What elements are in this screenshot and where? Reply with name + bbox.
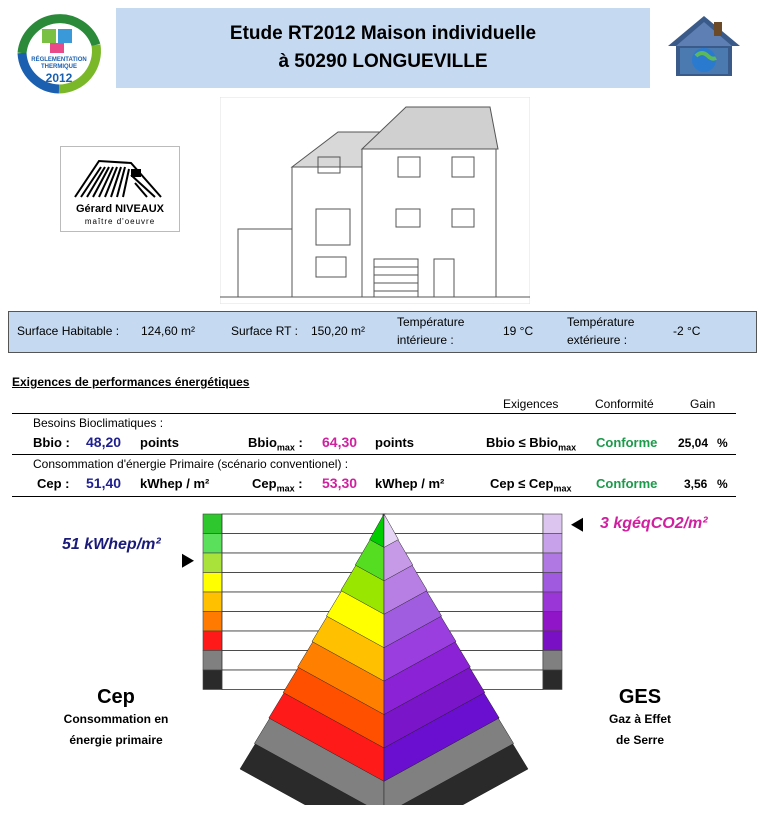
bbio-req-sub: max <box>558 442 577 453</box>
cepmax-unit: kWhep / m² <box>375 476 445 491</box>
cep-label: Cep : <box>37 476 70 491</box>
page-title-line1: Etude RT2012 Maison individuelle <box>229 23 537 44</box>
cepmax-value: 53,30 <box>322 475 358 491</box>
cep-scale-cell-1 <box>203 514 222 534</box>
cep-req-text: Cep ≤ Cep <box>490 476 554 491</box>
cep-guide-row-2 <box>222 534 386 554</box>
ges-indicator-value: 3 kgéqCO2/m² <box>600 515 708 532</box>
title-banner <box>116 8 650 88</box>
ges-scale-cell-3 <box>543 553 562 573</box>
house-elevation-drawing <box>220 97 530 304</box>
ges-scale-cell-5 <box>543 592 562 612</box>
bbio-section-label: Besoins Bioclimatiques : <box>33 416 164 430</box>
ges-scale-cell-9 <box>543 670 562 690</box>
temp-int-label-line2: intérieure : <box>397 333 454 347</box>
info-bar <box>8 311 757 353</box>
ges-legend <box>580 686 700 751</box>
ges-scale-cell-1 <box>543 514 562 534</box>
grenelle-sub2: THERMIQUE <box>41 64 77 70</box>
architect-subtitle: maître d'oeuvre <box>84 217 156 226</box>
architect-name: Gérard NIVEAUX <box>75 203 165 215</box>
cepmax-colon: : <box>294 476 303 491</box>
ges-scale-cell-4 <box>543 573 562 593</box>
bbiomax-label-text: Bbio <box>248 435 277 450</box>
grenelle-year: 2012 <box>45 71 73 85</box>
ges-scale-cell-6 <box>543 612 562 632</box>
bbio-req-text: Bbio ≤ Bbio <box>486 435 559 450</box>
architect-logo <box>60 146 180 232</box>
cep-gain-unit: % <box>717 477 728 491</box>
bbiomax-sub: max <box>276 442 295 453</box>
temp-ext-label-line1: Température <box>567 315 635 329</box>
col-conformite: Conformité <box>595 397 654 411</box>
ges-guide-row-1 <box>383 514 543 534</box>
cep-legend <box>46 686 186 751</box>
bbio-gain: 25,04 <box>678 436 709 450</box>
surface-rt-value: 150,20 m² <box>311 324 366 338</box>
bbio-label: Bbio : <box>33 435 70 450</box>
cep-scale-cell-4 <box>203 573 222 593</box>
cep-desc-line2: énergie primaire <box>69 733 163 747</box>
col-gain: Gain <box>690 397 716 411</box>
ges-title: GES <box>618 686 662 708</box>
grenelle-sub1: RÉGLEMENTATION <box>31 57 87 63</box>
cep-scale-cell-5 <box>203 592 222 612</box>
temp-ext-label-line2: extérieure : <box>567 333 628 347</box>
ges-desc-line2: de Serre <box>615 733 665 747</box>
divider <box>12 454 736 455</box>
cep-requirement <box>490 476 572 494</box>
bbiomax-value: 64,30 <box>322 434 358 450</box>
surface-hab-label: Surface Habitable : <box>17 324 120 338</box>
cep-req-sub: max <box>553 483 572 494</box>
bbio-requirement <box>486 435 576 453</box>
divider <box>12 496 736 497</box>
temp-int-value: 19 °C <box>503 324 534 338</box>
col-exigences: Exigences <box>503 397 559 411</box>
bbio-value: 48,20 <box>86 434 122 450</box>
cep-scale-cell-9 <box>203 670 222 690</box>
grenelle-logo <box>8 5 110 95</box>
ges-guide-row-2 <box>383 534 543 554</box>
cepmax-label-text: Cep <box>252 476 277 491</box>
cep-gain: 3,56 <box>684 477 708 491</box>
cep-guide-row-1 <box>222 514 386 534</box>
section-title: Exigences de performances énergétiques <box>12 375 250 389</box>
page-title-line2: à 50290 LONGUEVILLE <box>278 51 488 72</box>
bbiomax-label <box>248 435 303 453</box>
temp-int-label-line1: Température <box>397 315 465 329</box>
bbio-gain-unit: % <box>717 436 728 450</box>
bbiomax-colon: : <box>294 435 303 450</box>
ges-scale-cell-7 <box>543 631 562 651</box>
cepmax-sub: max <box>276 483 295 494</box>
bbio-conformity: Conforme <box>596 435 658 450</box>
ges-scale-cell-8 <box>543 651 562 671</box>
surface-hab-value: 124,60 m² <box>141 324 196 338</box>
cepmax-label <box>252 476 303 494</box>
bbiomax-unit: points <box>375 435 414 450</box>
temp-ext-value: -2 °C <box>673 324 701 338</box>
cep-value: 51,40 <box>86 475 122 491</box>
house-globe-icon <box>664 12 744 80</box>
ges-indicator-arrow <box>571 518 583 532</box>
ges-desc-line1: Gaz à Effet <box>608 712 671 726</box>
cep-scale-cell-8 <box>203 651 222 671</box>
cep-indicator-value: 51 kWhep/m² <box>62 536 161 553</box>
cep-scale-cell-6 <box>203 612 222 632</box>
cep-section-label: Consommation d'énergie Primaire (scénario conventionel) : <box>33 457 349 471</box>
divider <box>12 413 736 414</box>
cep-scale-cell-7 <box>203 631 222 651</box>
cep-indicator-arrow <box>182 554 194 568</box>
cep-scale-cell-3 <box>203 553 222 573</box>
cep-unit: kWhep / m² <box>140 476 210 491</box>
cep-conformity: Conforme <box>596 476 658 491</box>
surface-rt-label: Surface RT : <box>231 324 298 338</box>
ges-scale-cell-2 <box>543 534 562 554</box>
cep-desc-line1: Consommation en <box>63 712 169 726</box>
cep-scale-cell-2 <box>203 534 222 554</box>
cep-title: Cep <box>97 686 135 708</box>
bbio-unit: points <box>140 435 179 450</box>
